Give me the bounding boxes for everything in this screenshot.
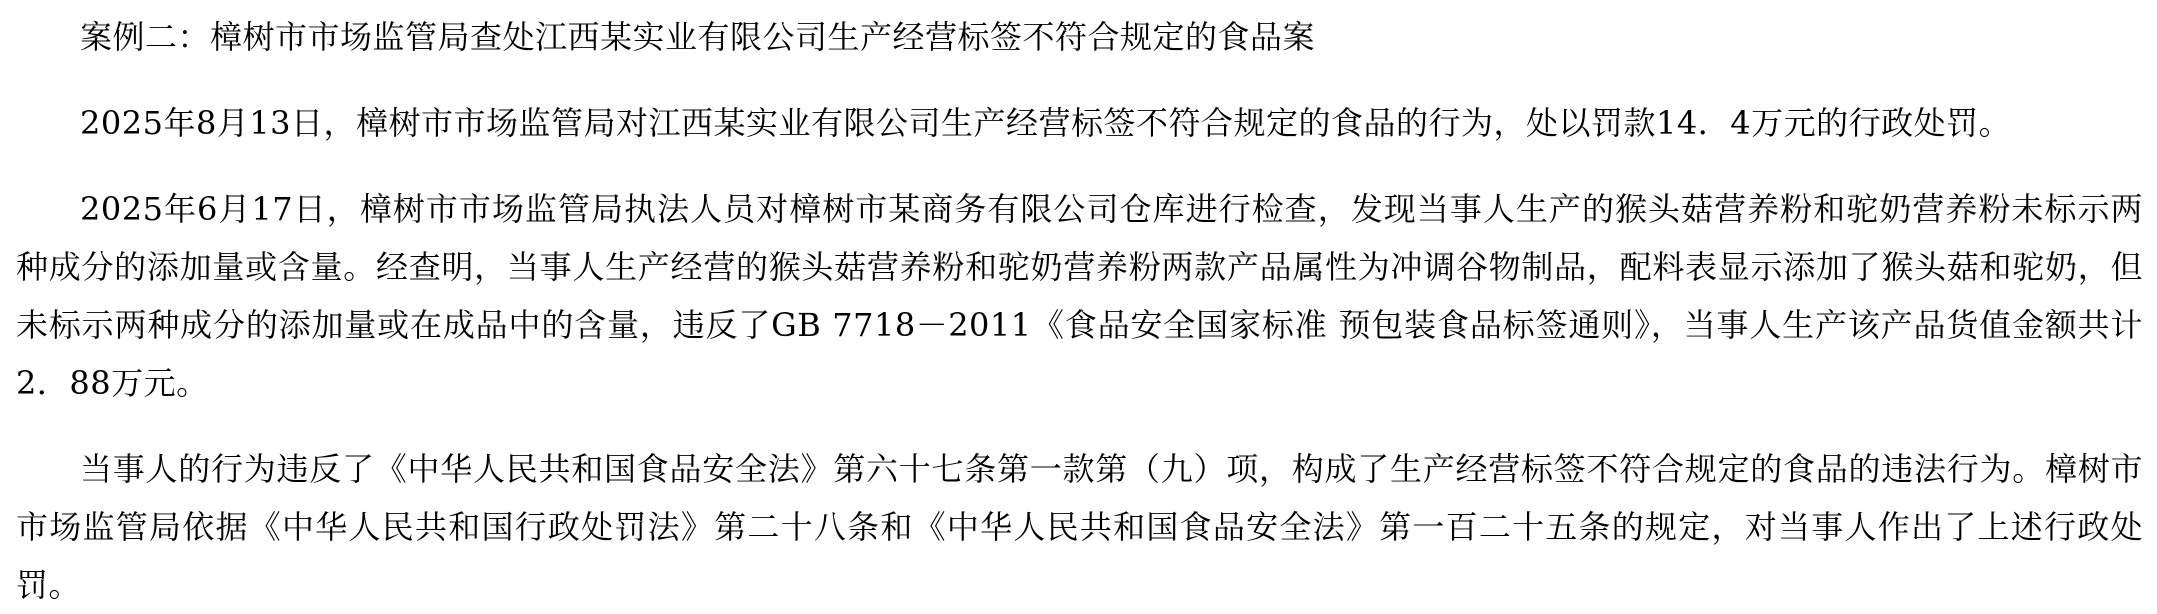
case-title: 案例二：樟树市市场监管局查处江西某实业有限公司生产经营标签不符合规定的食品案 [80,18,1316,56]
paragraph-penalty-decision: 2025年8月13日，樟树市市场监管局对江西某实业有限公司生产经营标签不符合规定的食品的行为，处以罚款14．4万元的行政处罚。 [80,104,2012,142]
paragraph-legal-basis: 当事人的行为违反了《中华人民共和国食品安全法》第六十七条第一款第（九）项，构成了生产经营标签不符合规定的食品的违法行为。樟树市市场监管局依据《中华人民共和国行政处罚法》第二十八条和《中华人民共和国食品安全法》第一百二十五条的规定，对当事人作出了上述行政处罚。 [16,450,2143,604]
paragraph-inspection-findings: 2025年6月17日，樟树市市场监管局执法人员对樟树市某商务有限公司仓库进行检查，发现当事人生产的猴头菇营养粉和驼奶营养粉未标示两种成分的添加量或含量。经查明，当事人生产经营的猴头菇营养粉和驼奶营养粉两款产品属性为冲调谷物制品，配料表显示添加了猴头菇和驼奶，但未标示两种成分的添加量或在成品中的含量，违反了GB 7718－2011《食品安全国家标准 预包装食品标签通则》，当事人生产该产品货值金额共计2．88万元。 [16,190,2143,402]
